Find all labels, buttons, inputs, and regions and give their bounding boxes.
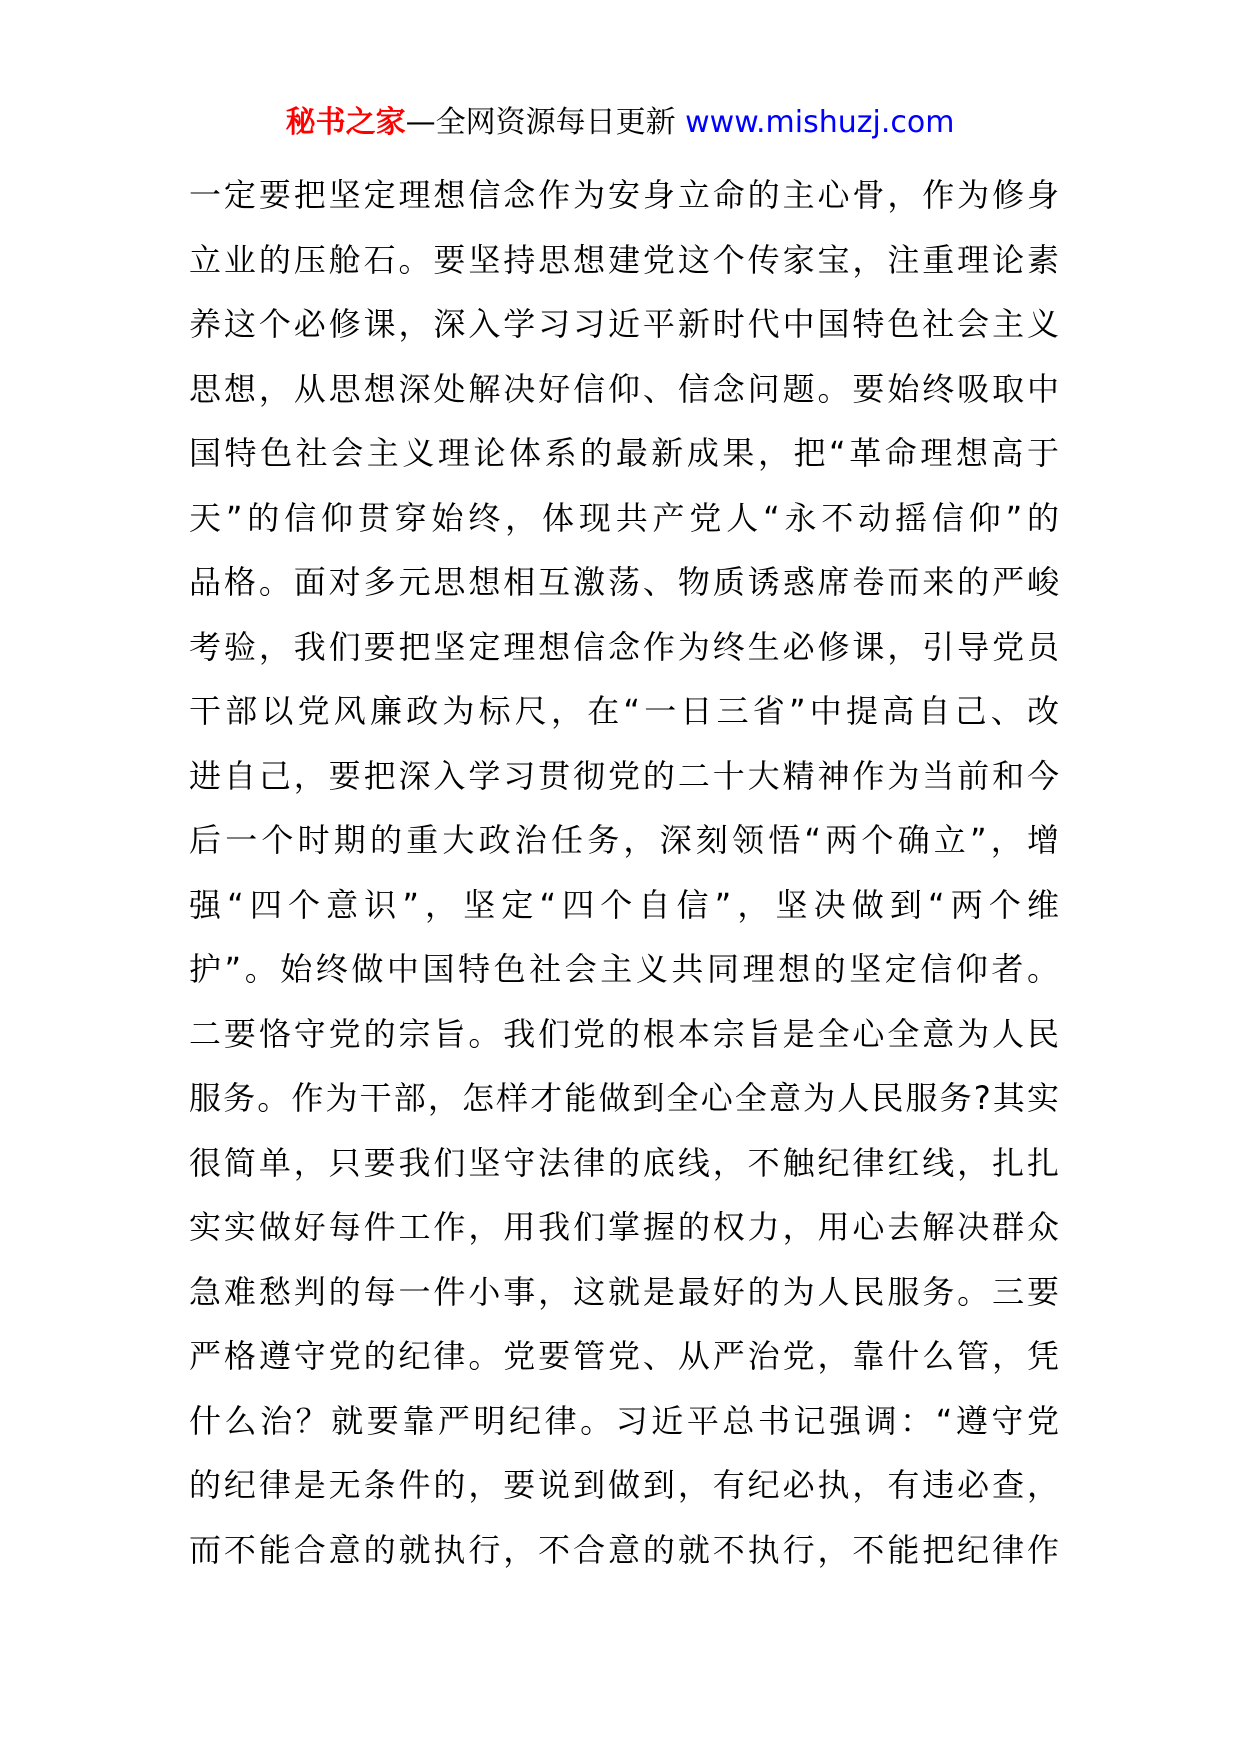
website-url: www.mishuzj.com: [685, 105, 955, 140]
text-line: 进自己，要把深入学习贯彻党的二十大精神作为当前和今: [189, 756, 1059, 795]
text-line: 的纪律是无条件的，要说到做到，有纪必执，有违必查，: [189, 1466, 1059, 1504]
text-line: 干部以党风廉政为标尺，在“一日三省”中提高自己、改: [189, 692, 1059, 730]
text-line: 护”。始终做中国特色社会主义共同理想的坚定信仰者。: [189, 950, 1059, 988]
page-header: [0, 103, 1240, 143]
text-line: 急难愁判的每一件小事，这就是最好的为人民服务。三要: [189, 1272, 1059, 1311]
brand-name: 秘书之家: [285, 105, 406, 140]
text-line: 严格遵守党的纪律。党要管党、从严治党，靠什么管，凭: [189, 1337, 1059, 1375]
text-line: 什么治？就要靠严明纪律。习近平总书记强调：“遵守党: [189, 1401, 1059, 1440]
text-line: 养这个必修课，深入学习习近平新时代中国特色社会主义: [189, 305, 1059, 343]
text-line: 强“四个意识”，坚定“四个自信”，坚决做到“两个维: [189, 885, 1059, 924]
text-line: 品格。面对多元思想相互激荡、物质诱惑席卷而来的严峻: [189, 563, 1059, 601]
text-line: 国特色社会主义理论体系的最新成果，把“革命理想高于: [189, 434, 1059, 472]
text-line: 考验，我们要把坚定理想信念作为终生必修课，引导党员: [189, 627, 1059, 666]
text-line: 天”的信仰贯穿始终，体现共产党人“永不动摇信仰”的: [189, 498, 1059, 537]
text-line: 后一个时期的重大政治任务，深刻领悟“两个确立”，增: [189, 821, 1059, 859]
text-line: 立业的压舱石。要坚持思想建党这个传家宝，注重理论素: [189, 240, 1059, 279]
text-line: 思想，从思想深处解决好信仰、信念问题。要始终吸取中: [189, 369, 1059, 408]
text-line: 实实做好每件工作，用我们掌握的权力，用心去解决群众: [189, 1208, 1059, 1246]
text-line: 很简单，只要我们坚守法律的底线，不触纪律红线，扎扎: [189, 1143, 1059, 1182]
text-line: 一定要把坚定理想信念作为安身立命的主心骨，作为修身: [189, 176, 1059, 214]
text-line: 服务。作为干部，怎样才能做到全心全意为人民服务?其实: [189, 1079, 1059, 1117]
header-tagline: —全网资源每日更新: [405, 105, 686, 140]
text-line: 二要恪守党的宗旨。我们党的根本宗旨是全心全意为人民: [189, 1014, 1059, 1053]
text-line: 而不能合意的就执行，不合意的就不执行，不能把纪律作: [189, 1530, 1059, 1569]
document-body: [189, 163, 1059, 1582]
